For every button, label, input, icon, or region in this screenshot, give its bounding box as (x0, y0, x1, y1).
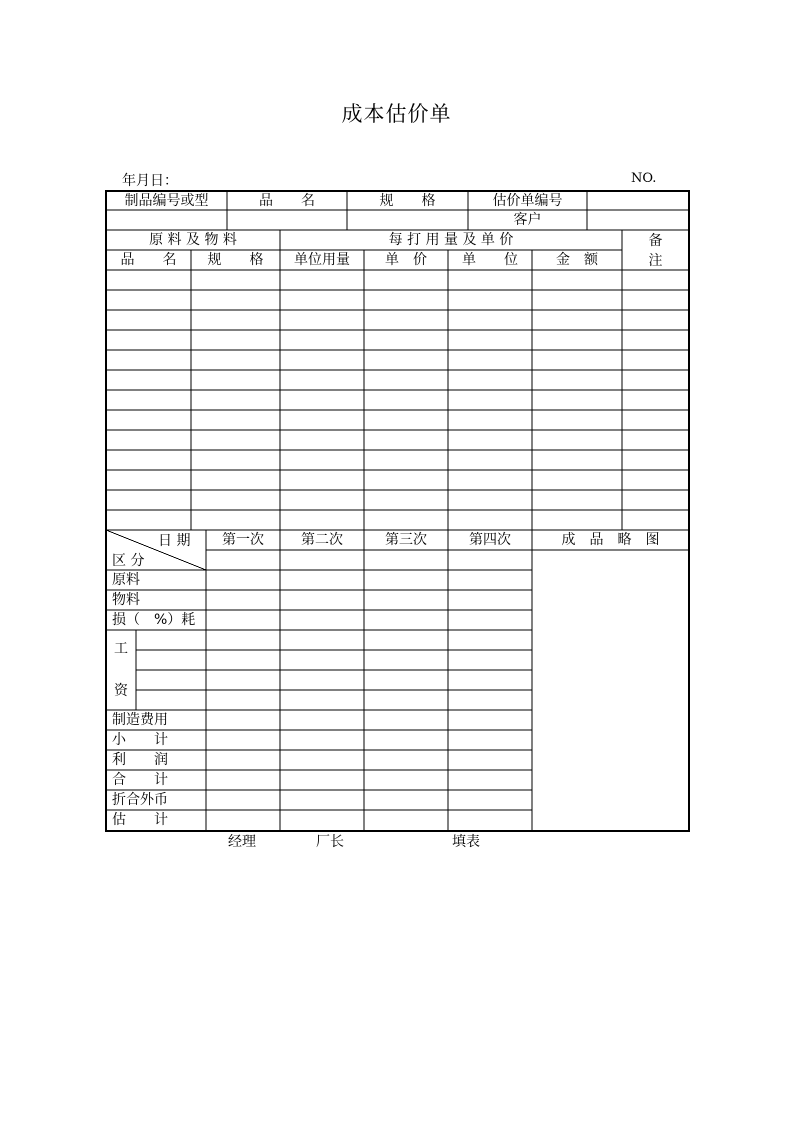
remark-header-top: 备 (648, 233, 663, 249)
diagonal-date-label: 日 期 (158, 533, 191, 549)
row-wage-bottom: 资 (114, 683, 128, 699)
col-unit: 单 位 (462, 252, 518, 268)
spec-header: 规 格 (379, 193, 436, 209)
row-estimate: 估 计 (112, 812, 168, 828)
number-label: NO. (631, 171, 657, 186)
round-1-header: 第一次 (222, 532, 264, 548)
row-subtotal: 小 计 (112, 732, 168, 748)
row-material: 物料 (112, 592, 140, 608)
round-3-header: 第三次 (385, 532, 427, 548)
estimate-number-header: 估价单编号 (492, 193, 563, 209)
col-unit-usage: 单位用量 (294, 252, 350, 268)
product-name-header: 品 名 (259, 193, 315, 209)
row-loss: 损（ %）耗 (112, 612, 196, 628)
date-label: 年月日： (122, 173, 178, 189)
col-item-name: 品 名 (120, 252, 177, 268)
row-total: 合 计 (112, 772, 168, 788)
manager-signature-label: 经理 (228, 834, 256, 850)
col-amount: 金 额 (556, 252, 598, 268)
usage-price-header: 每 打 用 量 及 单 价 (388, 232, 514, 248)
customer-header: 客户 (513, 212, 542, 228)
round-2-header: 第二次 (301, 532, 343, 548)
row-foreign-currency: 折合外币 (112, 792, 168, 808)
remark-header-bottom: 注 (648, 253, 663, 269)
product-code-header: 制品编号或型 (124, 193, 209, 209)
row-profit: 利 润 (112, 752, 168, 768)
product-sketch-header: 成 品 略 图 (561, 532, 660, 548)
diagonal-category-label: 区 分 (112, 553, 145, 569)
row-raw-material: 原料 (112, 572, 140, 588)
materials-group-header: 原 料 及 物 料 (149, 232, 237, 248)
page-title: 成本估价单 (341, 102, 452, 126)
row-overhead: 制造费用 (112, 712, 168, 728)
row-wage-top: 工 (114, 641, 128, 657)
col-unit-price: 单 价 (385, 252, 427, 268)
round-4-header: 第四次 (469, 532, 511, 548)
col-spec: 规 格 (207, 252, 264, 268)
prepared-by-label: 填表 (452, 834, 480, 850)
factory-head-signature-label: 厂长 (316, 834, 344, 850)
